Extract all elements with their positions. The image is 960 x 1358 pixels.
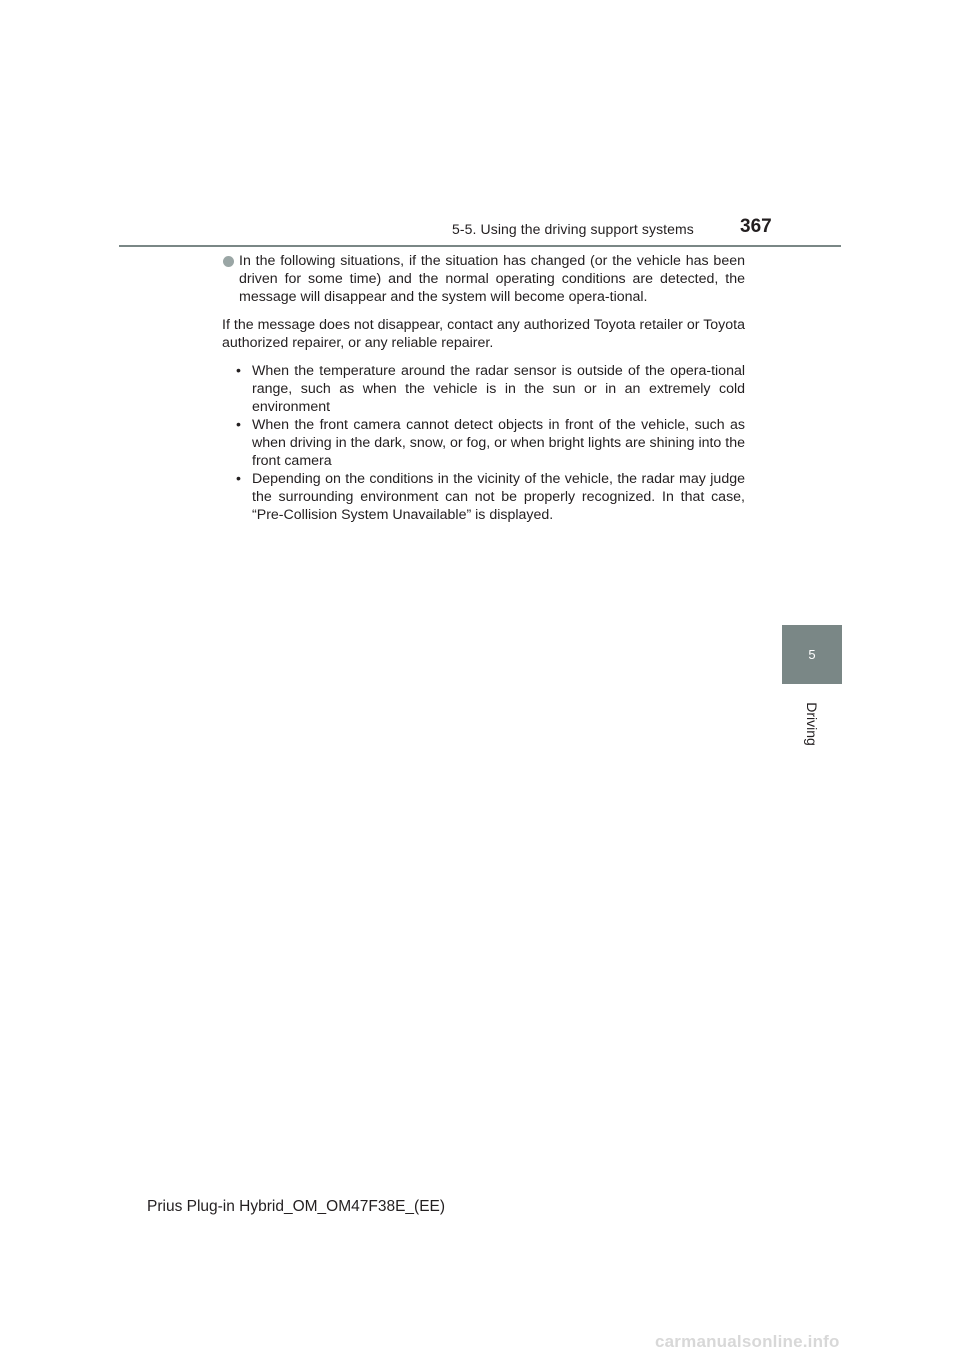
bullet-glyph: • bbox=[236, 417, 241, 433]
contact-paragraph: If the message does not disappear, contact any authorized Toyota retailer or Toyota authorized repairer, or any reliable repairer. bbox=[222, 317, 745, 351]
page-number: 367 bbox=[740, 216, 772, 237]
chapter-number: 5 bbox=[808, 647, 816, 662]
situation-list bbox=[222, 362, 745, 524]
list-item-text: When the temperature around the radar sensor is outside of the opera-tional range, such as when the vehicle is in the sun or in an extremely cold environment bbox=[252, 363, 745, 415]
lead-item bbox=[222, 252, 745, 306]
round-bullet-icon bbox=[223, 256, 234, 267]
lead-item-text: In the following situations, if the situation has changed (or the vehicle has been driven for some time) and the normal operating conditions are detected, the message will disappear and the system will become opera-tional. bbox=[239, 253, 745, 305]
chapter-tab bbox=[782, 625, 842, 684]
watermark: carmanualsonline.info bbox=[655, 1332, 840, 1351]
section-title: 5-5. Using the driving support systems bbox=[452, 221, 694, 237]
footer-document-id: Prius Plug-in Hybrid_OM_OM47F38E_(EE) bbox=[147, 1198, 446, 1215]
list-item-text: When the front camera cannot detect objects in front of the vehicle, such as when driving in the dark, snow, or fog, or when bright lights are shining into the front camera bbox=[252, 417, 745, 469]
bullet-glyph: • bbox=[236, 471, 241, 487]
chapter-label: Driving bbox=[804, 702, 820, 746]
header-rule bbox=[119, 245, 841, 247]
list-item bbox=[236, 416, 745, 470]
page-content bbox=[222, 252, 745, 524]
list-item bbox=[236, 470, 745, 524]
list-item-text: Depending on the conditions in the vicinity of the vehicle, the radar may judge the surrounding environment can not be properly recognized. In that case, “Pre-Collision System Unavailable” is displayed. bbox=[252, 471, 745, 523]
bullet-glyph: • bbox=[236, 363, 241, 379]
list-item bbox=[236, 362, 745, 416]
